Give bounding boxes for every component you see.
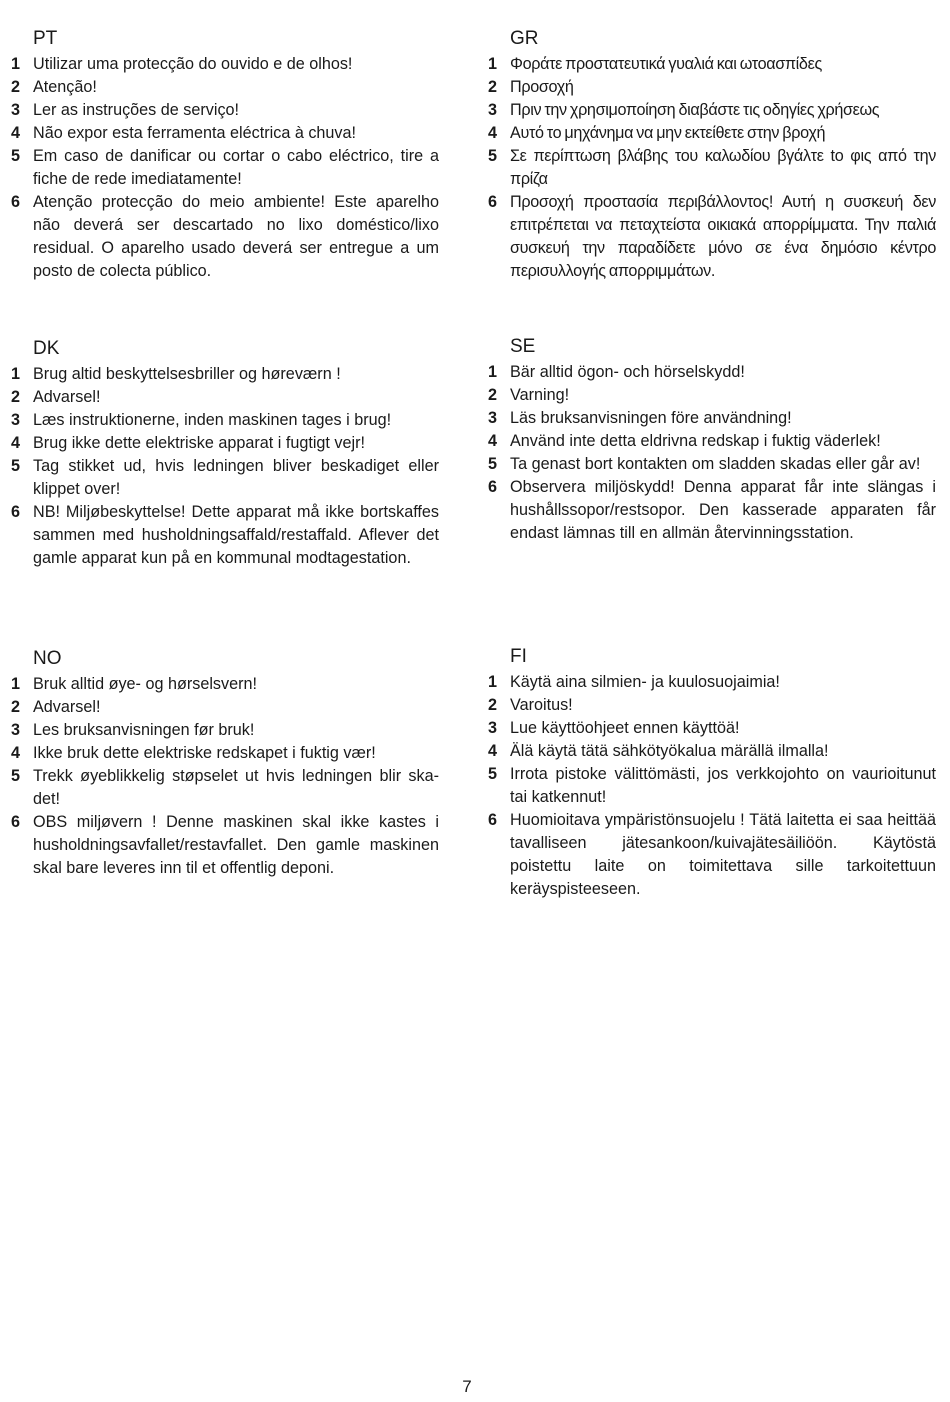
item-text: Bruk alltid øye- og hørselsvern! [33,675,258,693]
item-number: 5 [11,767,21,785]
item-text: Não expor esta ferramenta eléctrica à chuva! [33,124,357,142]
list-item [11,76,439,99]
item-text: Irrota pistoke välittömästi, jos verkkojohto on vaurioitunut tai katkennut! [510,765,936,806]
list-item [488,191,936,283]
list-item [11,501,439,570]
list-item [488,99,936,122]
list-item [488,76,936,99]
item-number: 3 [488,101,498,119]
list-item [488,430,936,453]
section-gr [488,28,936,283]
item-text: Tag stikket ud, hvis ledningen bliver beskadiget eller klippet over! [33,457,439,498]
item-number: 1 [488,363,498,381]
item-text: Käytä aina silmien- ja kuulosuojaimia! [510,673,780,691]
list-item [11,765,439,811]
section-se [488,336,936,545]
item-text: Bär alltid ögon- och hörselskydd! [510,363,745,381]
list-item [11,673,439,696]
item-text: Læs instruktionerne, inden maskinen tages i brug! [33,411,392,429]
item-number: 1 [11,675,21,693]
item-number: 1 [488,55,498,73]
item-text: Atenção! [33,78,97,96]
item-number: 2 [11,388,21,406]
item-number: 2 [11,78,21,96]
item-text: Varning! [510,386,570,404]
item-number: 2 [488,386,498,404]
item-text: Utilizar uma protecção do ouvido e de olhos! [33,55,353,73]
item-text: Lue käyttöohjeet ennen käyttöä! [510,719,740,737]
item-text: Σε περίπτωση βλάβης του καλωδίου βγάλτε to φις από την πρίζα [510,147,936,188]
item-number: 1 [11,365,21,383]
item-text: Προσοχή προστασία περιβάλλοντος! Αυτή η συσκευή δεν επιτρέπεται να πεταχτείστα οικιακά απορρίμματα. Την παλιά συσκευή την παραδίδετε μόνο σε ένα δημόσιο κέντρο περισυλλογής απορριμμάτων. [510,193,936,280]
item-text: Trekk øyeblikkelig støpselet ut hvis ledningen blir skadet! [33,767,439,808]
item-number: 2 [11,698,21,716]
item-text: Advarsel! [33,388,101,406]
item-number: 4 [11,434,21,452]
list-item [11,432,439,455]
list-item [488,763,936,809]
list-item [11,53,439,76]
language-code: DK [33,338,60,359]
list-item [488,122,936,145]
item-number: 3 [488,409,498,427]
list-item [11,696,439,719]
item-number: 4 [488,742,498,760]
item-text: Ler as instruções de serviço! [33,101,240,119]
list-item [11,122,439,145]
section-dk [11,338,439,570]
item-text: Les bruksanvisningen før bruk! [33,721,255,739]
item-number: 6 [11,193,21,211]
item-text: Älä käytä tätä sähkötyökalua märällä ilmalla! [510,742,829,760]
list-item [488,809,936,901]
item-number: 1 [488,673,498,691]
item-text: Brug ikke dette elektriske apparat i fugtigt vejr! [33,434,366,452]
language-code: GR [510,28,539,49]
list-item [488,407,936,430]
item-number: 3 [11,101,21,119]
item-text: Πριν την χρησιμοποίηση διαβάστε τις οδηγίες χρήσεως [510,101,880,119]
item-number: 6 [488,193,498,211]
list-item [488,53,936,76]
list-item [11,409,439,432]
list-item [11,719,439,742]
list-item [11,363,439,386]
page-number: 7 [462,1377,472,1396]
item-number: 3 [488,719,498,737]
language-code: SE [510,336,536,357]
item-number: 4 [11,124,21,142]
item-text: Ta genast bort kontakten om sladden skadas eller går av! [510,455,921,473]
item-text: Φοράτε προστατευτικά γυαλιά και ωτοασπίδες [510,55,822,73]
item-number: 5 [488,455,498,473]
item-number: 3 [11,411,21,429]
item-text: Läs bruksanvisningen före användning! [510,409,792,427]
list-item [11,811,439,880]
item-text: Brug altid beskyttelsesbriller og høreværn ! [33,365,341,383]
item-text: NB! Miljøbeskyttelse! Dette apparat må ikke bortskaffes sammen med husholdningsaffald/restaffald. Aflever det gamle apparat kun på en kommunal modtagestation. [33,503,439,567]
language-code: PT [33,28,58,49]
section-fi [488,646,936,901]
item-text: Atenção protecção do meio ambiente! Este aparelho não deverá ser descartado no lixo doméstico/lixo residual. O aparelho usado deverá ser entregue a um posto de colecta público. [33,193,439,280]
list-item [11,742,439,765]
item-number: 2 [488,78,498,96]
list-item [488,361,936,384]
list-item [488,694,936,717]
item-text: Ikke bruk dette elektriske redskapet i fuktig vær! [33,744,376,762]
language-code: FI [510,646,527,667]
list-item [11,386,439,409]
item-text: Observera miljöskydd! Denna apparat får inte slängas i hushållssopor/restsopor. Den kasserade apparaten får endast lämnas till en allmän återvinningsstation. [510,478,936,542]
item-number: 6 [488,478,498,496]
item-text: Em caso de danificar ou cortar o cabo eléctrico, tire a fiche de rede imediatamente! [33,147,439,188]
item-number: 2 [488,696,498,714]
item-number: 4 [11,744,21,762]
item-text: Huomioitava ympäristönsuojelu ! Tätä laitetta ei saa heittää tavalliseen jätesankoon/kuivajätesäiliöön. Käytöstä poistettu laite on toimitettava sille tarkoitettuun keräyspisteeseen. [510,811,936,898]
item-number: 5 [11,457,21,475]
item-number: 3 [11,721,21,739]
list-item [11,145,439,191]
section-pt [11,28,439,283]
list-item [488,476,936,545]
list-item [488,384,936,407]
item-number: 5 [488,765,498,783]
item-text: Varoitus! [510,696,573,714]
list-item [488,717,936,740]
list-item [488,145,936,191]
item-number: 5 [488,147,498,165]
item-text: Αυτό το μηχάνημα να μην εκτείθετε στην βροχή [510,124,826,142]
list-item [11,99,439,122]
list-item [488,453,936,476]
section-no [11,648,439,880]
item-text: OBS miljøvern ! Denne maskinen skal ikke kastes i husholdningsavfallet/restavfallet. Den gamle maskinen skal bare leveres inn til et offentlig deponi. [33,813,439,877]
list-item [488,671,936,694]
item-number: 6 [488,811,498,829]
item-number: 1 [11,55,21,73]
item-number: 6 [11,503,21,521]
item-number: 4 [488,124,498,142]
list-item [11,455,439,501]
item-text: Προσοχή [510,78,574,96]
item-text: Advarsel! [33,698,101,716]
item-text: Använd inte detta eldrivna redskap i fuktig väderlek! [510,432,881,450]
list-item [11,191,439,283]
language-code: NO [33,648,62,669]
item-number: 6 [11,813,21,831]
item-number: 4 [488,432,498,450]
item-number: 5 [11,147,21,165]
list-item [488,740,936,763]
